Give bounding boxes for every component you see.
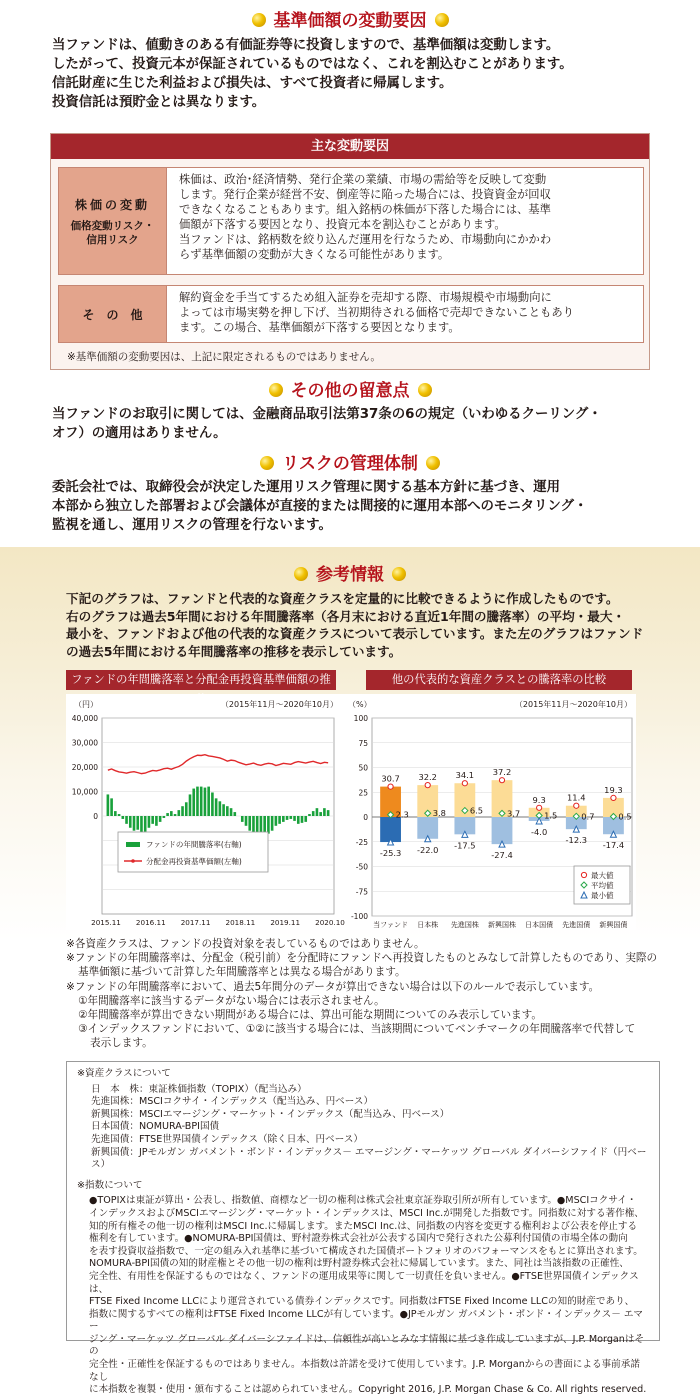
factor-row-other <box>58 285 644 343</box>
min-value-label: -22.0 <box>416 844 439 855</box>
right-period: （2015年11月～2020年10月） <box>514 700 632 709</box>
annual-return-bar <box>204 788 207 816</box>
gold-dot-icon <box>269 383 283 397</box>
legend-max-icon <box>581 872 586 877</box>
index-info-box: ※資産クラスについて 日 本 株：東証株価指数（TOPIX）（配当込み） 先進国株：MSCIコクサイ・インデックス（配当込み、円ベース） 新興国株：MSCIエマージング・マーケット・インデックス（配当込み、円ベース） 日本国債：NOMURA-BPI国債 先進国債：FTSE世界国債インデックス（除く日本、円ベース） 新興国債：JPモルガン ガバメント・ボンド・インデックス－ エマージング・マーケッツ グローバル ダイバーシファイド（円ベース） ※指数について ●TOPIXは東証が算出・公表し、指数値、商標など一切の権利は株式会社東京証券取引所が所有しています。●MSCIコクサイ・ インデックスおよびMSCIエマージング・マーケット・インデックスは、MSCI Inc.が開発した指数です。同指数に対する著作権、 知的所有権その他一切の権利はMSCI Inc.に帰属します。またMSCI Inc.は、同指数の内容を変更する権利および公表を停止する 権利を有しています。●NOMURA-BPI国債は、野村證券株式会社が公表する国内で発行された公募利付国債の市場全体の動向 を表す投資収益指数で、一定の組み入れ基準に基づいて構成された国債ポートフォリオのパフォーマンスをもとに算出されます。 NOMURA-BPI国債の知的財産権とその他一切の権利は野村證券株式会社に帰属しています。また、同社は当該指数の正確性、 完全性、有用性を保証するものではなく、ファンドの運用成果等に関して一切責任を負いません。●FTSE世界国債インデックスは、 FTSE Fixed Income LLCにより運営されている債券インデックスです。同指数はFTSE Fixed Income LLCの知的財産であり、 指数に関するすべての権利はFTSE Fixed Income LLCが有しています。●JPモルガン ガバメント・ボンド・インデックス－ エマー ジング・マーケッツ グローバル ダイバーシファイドは、信頼性が高いとみなす情報に基づき作成していますが、J.P. Morganはその 完全性・正確性を保証するものではありません。本指数は許諾を受けて使用しています。J.P. Morganからの書面による事前承諾なし に本指数を複製・使用・頒布することは認められていません。Copyright 2016, J.P. Morgan Chase & Co. All rights reserved. <box>66 1061 660 1341</box>
factor-row-stock <box>58 167 644 275</box>
factors-table <box>50 133 650 370</box>
annual-return-bar <box>278 816 281 824</box>
avg-value-label: 1.5 <box>544 810 558 821</box>
annual-return-bar <box>286 816 289 820</box>
nav-line <box>108 755 328 774</box>
right-chart-svg <box>346 694 636 930</box>
asset-class-item: 先進国債：FTSE世界国債インデックス（除く日本、円ベース） <box>91 1133 364 1145</box>
max-marker <box>462 781 467 786</box>
max-marker <box>537 805 542 810</box>
annual-return-bar <box>110 798 113 816</box>
section-title-volatility: 基準価額の変動要因 <box>0 10 700 32</box>
category-label: 先進国債 <box>562 921 591 929</box>
avg-value-label: 0.7 <box>581 811 595 822</box>
chart-notes: ※各資産クラスは、ファンドの投資対象を表しているものではありません。 ※ファンドの年間騰落率は、分配金（税引前）を分配時にファンドへ再投資したものとみなして計算したものであり、実際の 基準価額に基づいて計算した年間騰落率とは異なる場合があります。 ※ファンドの年間騰落率において、過去5年間分のデータが算出できない場合は以下のルールで表示しています。 ①年間騰落率に該当するデータがない場合には表示されません。 ②年間騰落率が算出できない期間がある場合には、算出可能な期間についてのみ表示しています。 ③インデックスファンドにおいて、①②に該当する場合には、当該期間についてベンチマークの年間騰落率で代替して 表示します。 <box>66 938 658 1050</box>
min-value-label: -17.4 <box>602 840 625 851</box>
annual-return-bar <box>282 816 285 822</box>
max-marker <box>499 778 504 783</box>
max-value-label: 37.2 <box>492 767 512 778</box>
category-label: 当ファンド <box>373 921 409 929</box>
annual-return-bar <box>125 816 128 824</box>
left-y-tick: 10,000 <box>71 787 98 797</box>
annual-return-bar <box>133 816 136 831</box>
category-label: 先進国株 <box>450 921 479 929</box>
asset-class-item: 日 本 株：東証株価指数（TOPIX）（配当込み） <box>91 1083 307 1095</box>
left-y-unit: （円） <box>74 700 98 709</box>
category-label: 新興国株 <box>488 921 516 929</box>
category-label: 日本国債 <box>525 921 554 929</box>
annual-return-bar <box>148 816 151 828</box>
min-value-label: -17.5 <box>454 840 476 851</box>
right-y-tick: -50 <box>355 862 368 872</box>
factors-header: 主な変動要因 <box>51 134 649 159</box>
annual-return-bar <box>222 804 225 816</box>
annual-return-bar <box>304 816 307 822</box>
left-chart-title: ファンドの年間騰落率と分配金再投資基準価額の推 <box>66 670 336 690</box>
annual-return-bar <box>316 808 319 816</box>
annual-return-bar <box>200 787 203 816</box>
index-info-heading: ※指数について <box>77 1179 143 1191</box>
annual-return-bar <box>121 816 124 819</box>
right-y-tick: 0 <box>363 813 368 822</box>
right-y-tick: 50 <box>358 763 368 773</box>
annual-return-bar <box>301 816 304 823</box>
annual-return-bar <box>323 808 326 816</box>
legend-bar-label: ファンドの年間騰落率(右軸) <box>146 840 242 849</box>
annual-return-bar <box>155 816 158 826</box>
gold-dot-icon <box>252 13 266 27</box>
right-chart-title: 他の代表的な資産クラスとの騰落率の比較 <box>366 670 632 690</box>
asset-class-item: 新興国株：MSCIエマージング・マーケット・インデックス（配当込み、円ベース） <box>91 1108 450 1120</box>
left-y-tick: 20,000 <box>71 763 98 772</box>
annual-return-bar <box>192 789 195 816</box>
factor-text: 株価は、政治･経済情勢、発行企業の業績、市場の需給等を反映して変動 します。発行企業が経営不安、倒産等に陥った場合には、投資資金が回収 できなくなることもあります。組入銘柄の株価が下落した場合には、基準 価額が下落する要因となり、投資元本を割込むことがあります。 当ファンドは、銘柄数を絞り込んだ運用を行なうため、市場動向にかかわ らず基準価額の変動が大きくなる可能性があります。 <box>179 173 552 261</box>
factor-text: 解約資金を手当てするため組入証券を売却する際、市場規模や市場動向に よっては市場実勢を押し下げ、当初期待される価格で売却できないこともあり ます。この場合、基準価額が下落する要因となります。 <box>179 291 574 334</box>
annual-return-bar <box>159 816 162 822</box>
left-y-tick: 30,000 <box>71 738 98 748</box>
annual-return-bar <box>140 816 143 834</box>
factor-sublabel: 価格変動リスク・ 信用リスク <box>70 219 155 246</box>
annual-return-bar <box>293 816 296 821</box>
right-y-tick: -25 <box>355 837 368 847</box>
volatility-paragraph: 当ファンドは、値動きのある有価証券等に投資しますので、基準価額は変動します。 したがって、投資元本が保証されているものではなく、これを割込むことがあります。 信託財産に生じた利益および損失は、すべて投資者に帰属します。 投資信託は預貯金とは異なります。 <box>52 38 573 110</box>
avg-value-label: 3.7 <box>507 808 521 819</box>
section-title-reference: 参考情報 <box>0 564 700 586</box>
factors-note: ※基準価額の変動要因は、上記に限定されるものではありません。 <box>67 351 381 363</box>
gold-dot-icon <box>260 456 274 470</box>
max-marker <box>611 795 616 800</box>
annual-return-bar <box>129 816 132 828</box>
annual-return-bar <box>166 813 169 816</box>
left-chart-svg <box>66 694 346 930</box>
legend-line-label: 分配金再投資基準価額(左軸) <box>146 857 242 866</box>
max-value-label: 11.4 <box>567 792 586 803</box>
annual-return-bar <box>297 816 300 824</box>
max-value-label: 34.1 <box>455 770 475 781</box>
min-value-label: -12.3 <box>565 835 588 846</box>
annual-return-bar <box>245 816 248 826</box>
annual-return-bar <box>233 812 236 816</box>
avg-value-label: 3.8 <box>432 808 446 819</box>
left-x-tick: 2019.11 <box>270 918 301 927</box>
max-marker <box>388 784 393 789</box>
annual-return-bar <box>144 816 147 832</box>
legend-avg-label: 平均値 <box>591 881 614 890</box>
annual-return-bar <box>248 816 251 831</box>
legend-min-label: 最小値 <box>591 891 614 900</box>
right-y-tick: 75 <box>358 738 368 748</box>
section-title-risk: リスクの管理体制 <box>0 453 700 475</box>
annual-return-bar <box>196 787 199 816</box>
right-y-tick: -100 <box>350 912 368 921</box>
right-y-tick: -75 <box>355 887 368 897</box>
asset-class-item: 先進国株：MSCIコクサイ・インデックス（配当込み、円ベース） <box>91 1096 374 1108</box>
annual-return-bar <box>308 814 311 816</box>
other-paragraph: 当ファンドのお取引に関しては、金融商品取引法第37条の6の規定（いわゆるクーリング・ オフ）の適用はありません。 <box>52 407 602 441</box>
category-label: 日本株 <box>417 921 439 929</box>
left-y-tick: 40,000 <box>71 714 98 723</box>
annual-return-bar <box>219 801 222 816</box>
annual-return-bar <box>189 794 192 816</box>
max-value-label: 19.3 <box>604 784 623 795</box>
annual-return-bar <box>211 792 214 816</box>
avg-value-label: 6.5 <box>469 805 484 816</box>
legend-line-marker <box>131 859 135 863</box>
annual-return-bar <box>215 798 218 816</box>
left-period: （2015年11月～2020年10月） <box>220 700 338 709</box>
annual-return-bar <box>177 810 180 816</box>
section-title-other: その他の留意点 <box>0 380 700 402</box>
right-chart <box>346 694 636 930</box>
annual-return-bar <box>151 816 154 824</box>
max-value-label: 9.3 <box>532 794 546 805</box>
left-x-tick: 2017.11 <box>180 918 211 927</box>
annual-return-bar <box>207 787 210 816</box>
right-y-tick: 25 <box>358 788 368 798</box>
annual-return-bar <box>275 816 278 826</box>
reference-paragraph: 下記のグラフは、ファンドと代表的な資産クラスを定量的に比較できるように作成したものです。 右のグラフは過去5年間における年間騰落率（各月末における直近1年間の騰落率）の平均・最大・ 最小を、ファンドおよび他の代表的な資産クラスについて表示しています。また左のグラフはファンド の過去5年間における年間騰落率の推移を表示しています。 <box>66 591 644 659</box>
annual-return-bar <box>319 812 322 816</box>
max-marker <box>574 803 579 808</box>
factor-label: 株価の変動 価格変動リスク・ 信用リスク <box>59 168 167 274</box>
annual-return-bar <box>312 811 315 816</box>
left-x-tick: 2015.11 <box>91 918 121 927</box>
risk-paragraph: 委託会社では、取締役会が決定した運用リスク管理に関する基本方針に基づき、運用 本部から独立した部署および会議体が直接的または間接的に運用本部へのモニタリング・ 監視を通し、運用リスクの管理を行ないます。 <box>52 480 588 533</box>
annual-return-bar <box>114 811 117 816</box>
min-value-label: -25.3 <box>379 848 402 859</box>
right-y-unit: （%） <box>348 700 372 709</box>
annual-return-bar <box>181 806 184 816</box>
annual-return-bar <box>118 814 121 816</box>
factor-label: そ の 他 <box>59 286 167 342</box>
annual-return-bar <box>241 816 244 822</box>
annual-return-bar <box>327 810 330 816</box>
left-x-tick: 2016.11 <box>135 918 166 927</box>
legend-max-label: 最大値 <box>591 871 614 880</box>
left-x-tick: 2020.10 <box>315 918 345 927</box>
min-value-label: -27.4 <box>491 850 513 861</box>
annual-return-bar <box>226 806 229 816</box>
left-legend-box <box>118 832 268 872</box>
left-chart <box>66 694 346 930</box>
annual-return-bar <box>289 816 292 819</box>
asset-class-item: 新興国債：JPモルガン ガバメント・ボンド・インデックス－ エマージング・マーケッツ グローバル ダイバーシファイド（円ベース） <box>91 1146 647 1171</box>
max-value-label: 32.2 <box>418 772 437 783</box>
annual-return-bar <box>170 811 173 816</box>
annual-return-bar <box>163 816 166 818</box>
right-y-tick: 100 <box>353 714 368 723</box>
annual-return-bar <box>174 814 177 816</box>
gold-dot-icon <box>418 383 432 397</box>
gold-dot-icon <box>426 456 440 470</box>
annual-return-bar <box>230 808 233 816</box>
left-x-tick: 2018.11 <box>225 918 256 927</box>
gold-dot-icon <box>294 567 308 581</box>
annual-return-bar <box>185 802 188 816</box>
max-marker <box>425 783 430 788</box>
legend-bar-swatch <box>126 842 140 847</box>
asset-class-heading: ※資産クラスについて <box>77 1068 171 1079</box>
avg-value-label: 2.3 <box>395 809 409 820</box>
annual-return-bar <box>107 794 110 816</box>
avg-value-label: 0.5 <box>618 811 632 822</box>
annual-return-bar <box>267 816 270 834</box>
max-value-label: 30.7 <box>381 773 400 784</box>
annual-return-bar <box>271 816 274 831</box>
gold-dot-icon <box>435 13 449 27</box>
left-y-tick: 0 <box>93 812 98 821</box>
gold-dot-icon <box>392 567 406 581</box>
annual-return-bar <box>136 816 139 830</box>
asset-class-item: 日本国債：NOMURA-BPI国債 <box>91 1121 220 1133</box>
category-label: 新興国債 <box>599 921 628 929</box>
min-value-label: -4.0 <box>531 826 548 837</box>
